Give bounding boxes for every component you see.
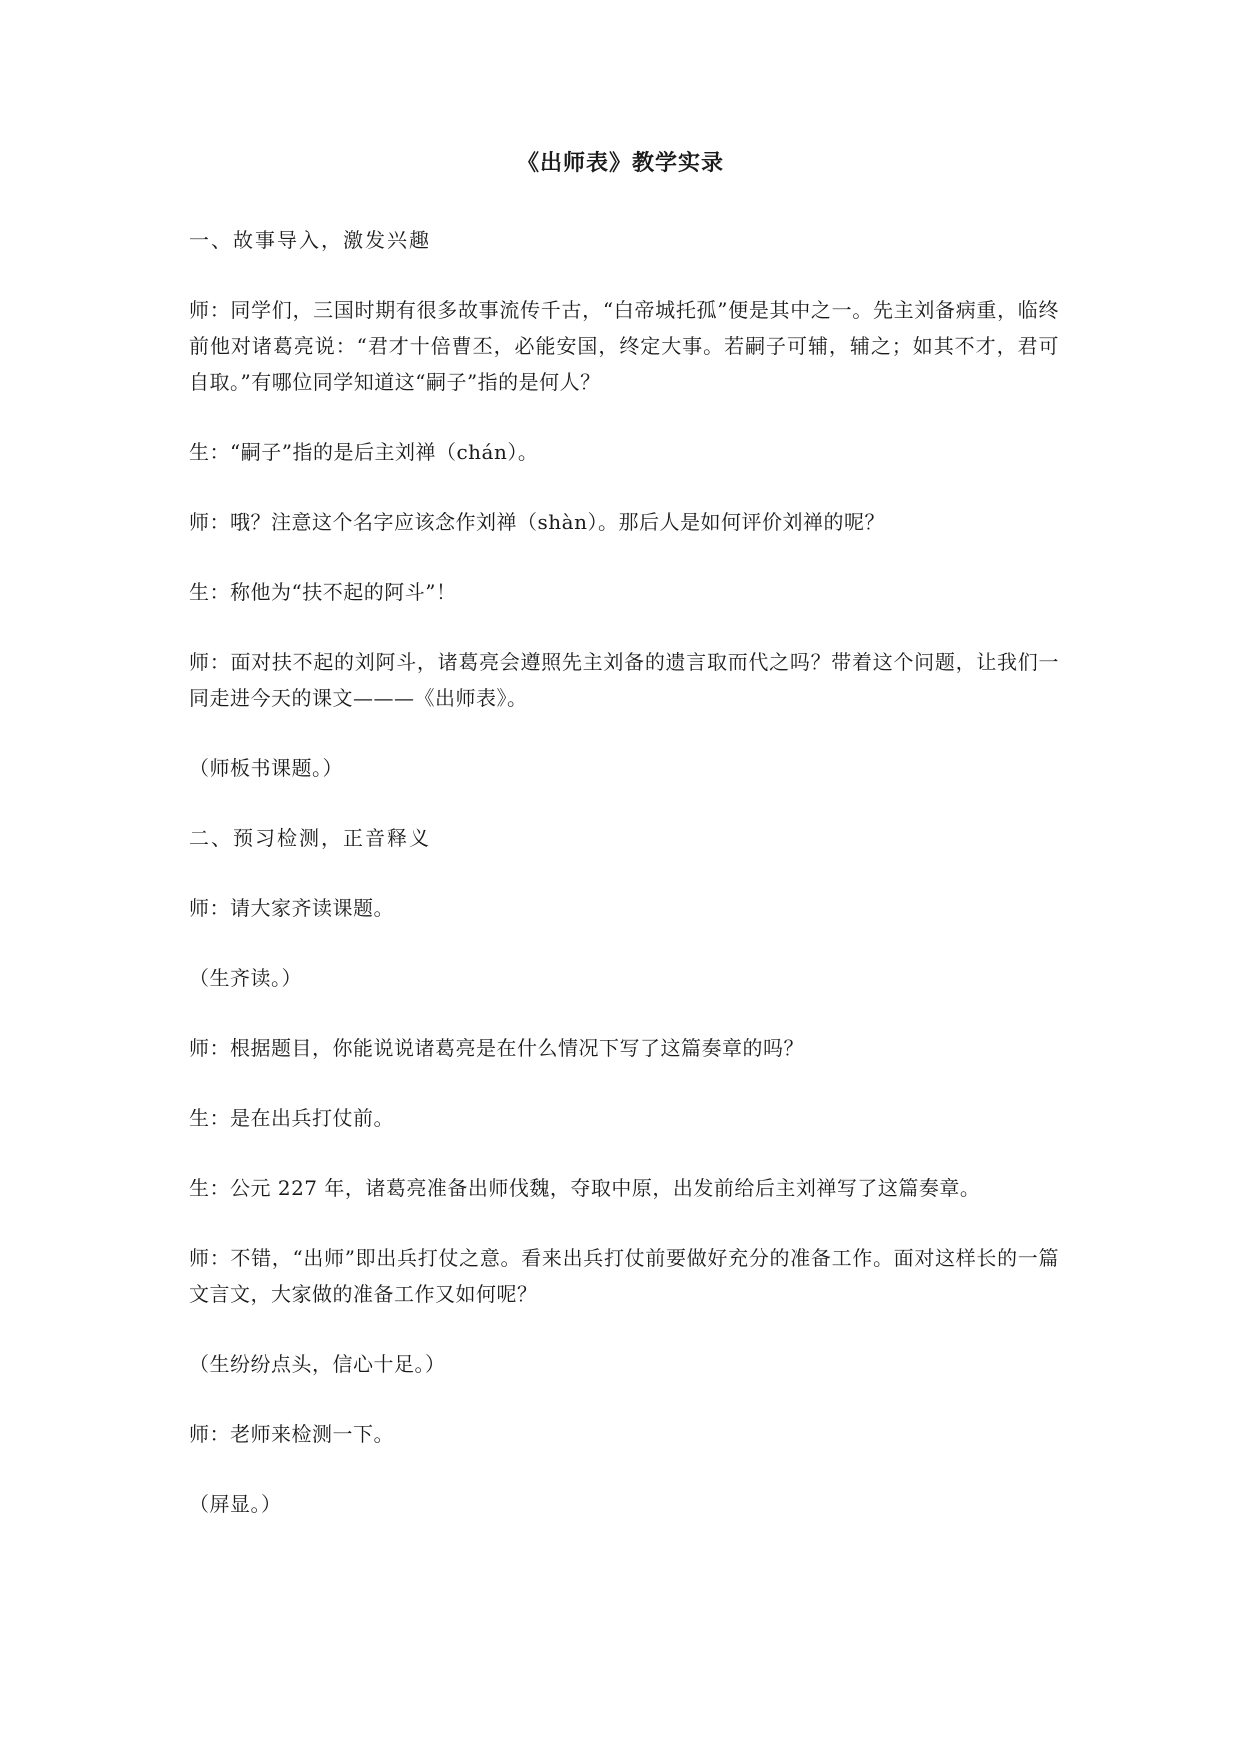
dialogue-paragraph: 师：根据题目，你能说说诸葛亮是在什么情况下写了这篇奏章的吗？	[189, 1036, 804, 1060]
stage-note: （生齐读。）	[189, 966, 302, 990]
document-title: 《出师表》教学实录	[516, 150, 724, 176]
dialogue-paragraph: 师：不错，“出师”即出兵打仗之意。看来出兵打仗前要做好充分的准备工作。面对这样长的一篇文言文，大家做的准备工作又如何呢？	[189, 1246, 1059, 1306]
dialogue-paragraph: 生：“嗣子”指的是后主刘禅（chán）。	[189, 440, 539, 464]
stage-note: （屏显。）	[189, 1492, 282, 1516]
dialogue-paragraph: 师：老师来检测一下。	[189, 1422, 394, 1446]
stage-note: （师板书课题。）	[189, 756, 343, 780]
dialogue-paragraph: 师：哦？注意这个名字应该念作刘禅（shàn）。那后人是如何评价刘禅的呢？	[189, 510, 885, 534]
dialogue-paragraph: 生：是在出兵打仗前。	[189, 1106, 394, 1130]
document-body	[189, 222, 1059, 1556]
dialogue-paragraph: 师：请大家齐读课题。	[189, 896, 394, 920]
section-heading-1: 一、故事导入，激发兴趣	[189, 228, 431, 252]
dialogue-paragraph: 师：同学们，三国时期有很多故事流传千古，“白帝城托孤”便是其中之一。先主刘备病重，临终前他对诸葛亮说：“君才十倍曹丕，必能安国，终定大事。若嗣子可辅，辅之；如其不才，君可自取。”有哪位同学知道这“嗣子”指的是何人？	[189, 298, 1059, 394]
dialogue-paragraph: 师：面对扶不起的刘阿斗，诸葛亮会遵照先主刘备的遗言取而代之吗？带着这个问题，让我们一同走进今天的课文———《出师表》。	[189, 650, 1059, 710]
section-heading-2: 二、预习检测，正音释义	[189, 826, 431, 850]
dialogue-paragraph: 生：称他为“扶不起的阿斗”！	[189, 580, 457, 604]
stage-note: （生纷纷点头，信心十足。）	[189, 1352, 446, 1376]
dialogue-paragraph: 生：公元 227 年，诸葛亮准备出师伐魏，夺取中原，出发前给后主刘禅写了这篇奏章。	[189, 1176, 981, 1200]
